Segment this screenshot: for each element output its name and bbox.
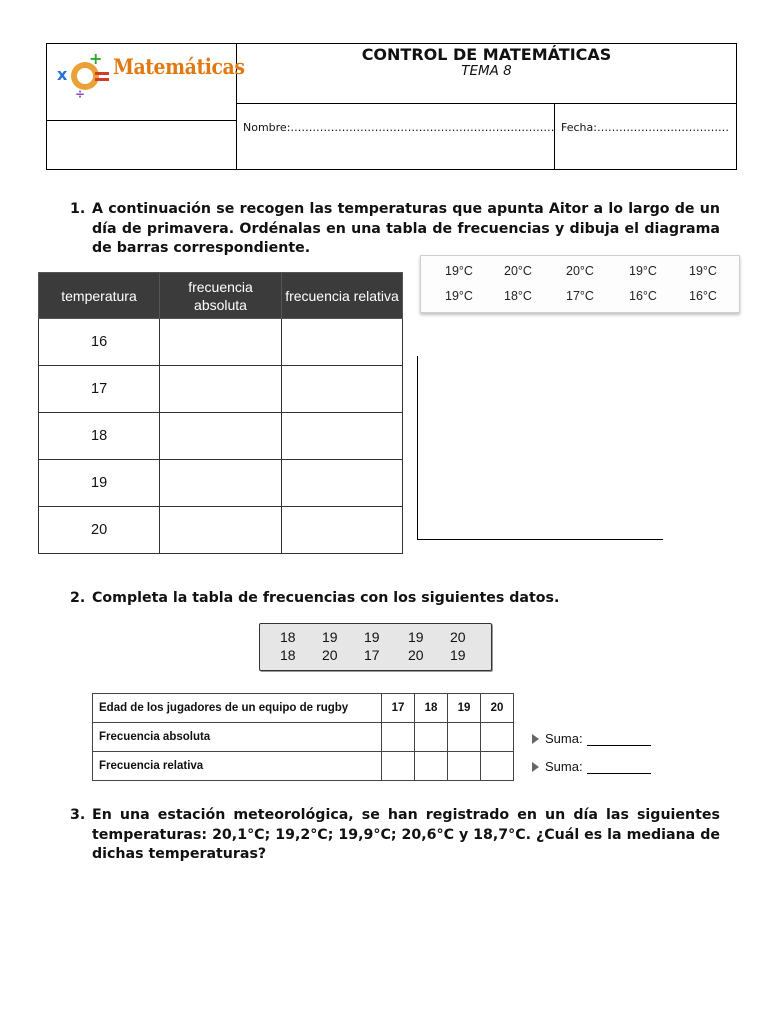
- data-value: 18: [280, 647, 296, 663]
- suma-answer-line[interactable]: [587, 761, 651, 774]
- data-value: 20: [450, 629, 466, 645]
- nombre-field[interactable]: Nombre:………………………………………………………………: [243, 121, 555, 134]
- answer-cell[interactable]: [382, 723, 415, 752]
- page-subtitle: TEMA 8: [461, 63, 512, 79]
- table-row: [39, 319, 403, 366]
- data-value: 20: [322, 647, 338, 663]
- svg-text:+: +: [89, 49, 103, 68]
- svg-text:÷: ÷: [75, 87, 86, 100]
- triangle-arrow-icon: [532, 762, 539, 772]
- answer-cell[interactable]: [415, 752, 448, 781]
- temp-value: 16°C: [689, 289, 717, 303]
- answer-cell[interactable]: [282, 413, 403, 460]
- chart-y-axis: [417, 356, 418, 540]
- question-2: [70, 589, 720, 609]
- table-row: [39, 366, 403, 413]
- answer-cell[interactable]: [160, 507, 282, 554]
- triangle-arrow-icon: [532, 734, 539, 744]
- question-number: 3.: [70, 807, 86, 823]
- rugby-frequency-table: [92, 693, 514, 781]
- temp-value: 16°C: [629, 289, 657, 303]
- frequency-table: [38, 272, 403, 554]
- data-value: 19: [364, 629, 380, 645]
- column-header: 18: [415, 694, 448, 723]
- page-title: CONTROL DE MATEMÁTICAS: [361, 45, 612, 64]
- temp-value: 19°C: [445, 264, 473, 278]
- table-row: [93, 723, 514, 752]
- question-text: A continuación se recogen las temperaturas que apunta Aitor a lo largo de un día de primavera. Ordénalas en una tabla de frecuencias y dibuja el diagrama de barras correspondiente.: [92, 201, 720, 256]
- row-label: 19: [39, 460, 160, 507]
- column-header: 19: [448, 694, 481, 723]
- logo: [55, 48, 245, 100]
- table-row: [39, 507, 403, 554]
- suma-answer-line[interactable]: [587, 733, 651, 746]
- row-label: Frecuencia absoluta: [93, 723, 382, 752]
- row-label: 18: [39, 413, 160, 460]
- temp-value: 19°C: [629, 264, 657, 278]
- header-frecuencia-absoluta: frecuencia absoluta: [160, 273, 282, 319]
- temp-value: 20°C: [566, 264, 594, 278]
- fecha-field[interactable]: Fecha:………………………………: [561, 121, 729, 134]
- answer-cell[interactable]: [481, 723, 514, 752]
- answer-cell[interactable]: [481, 752, 514, 781]
- temperature-note: [420, 255, 740, 313]
- suma-absoluta: [532, 731, 651, 746]
- temp-value: 20°C: [504, 264, 532, 278]
- answer-cell[interactable]: [160, 366, 282, 413]
- answer-cell[interactable]: [448, 723, 481, 752]
- row-label: 17: [39, 366, 160, 413]
- row-label: Frecuencia relativa: [93, 752, 382, 781]
- data-value: 20: [408, 647, 424, 663]
- row-label: 20: [39, 507, 160, 554]
- answer-cell[interactable]: [160, 413, 282, 460]
- question-number: 2.: [70, 590, 86, 606]
- math-symbols-icon: [55, 48, 115, 100]
- data-value: 19: [450, 647, 466, 663]
- table-row: [39, 413, 403, 460]
- answer-cell[interactable]: [282, 507, 403, 554]
- question-1: [70, 200, 720, 259]
- table-row: [93, 752, 514, 781]
- suma-relativa: [532, 759, 651, 774]
- answer-cell[interactable]: [382, 752, 415, 781]
- answer-cell[interactable]: [282, 460, 403, 507]
- header-temperatura: temperatura: [39, 273, 160, 319]
- table-header-label: Edad de los jugadores de un equipo de rugby: [93, 694, 382, 723]
- question-text: En una estación meteorológica, se han registrado en un día las siguientes temperaturas: 20,1°C; 19,2°C; 19,9°C; 20,6°C y 18,7°C. ¿Cuál es la mediana de dichas temperaturas?: [92, 807, 720, 862]
- suma-label: Suma:: [545, 759, 583, 774]
- data-card: [259, 623, 492, 671]
- suma-label: Suma:: [545, 731, 583, 746]
- row-label: 16: [39, 319, 160, 366]
- answer-cell[interactable]: [282, 366, 403, 413]
- svg-text:x: x: [57, 65, 68, 84]
- table-row: [93, 694, 514, 723]
- data-value: 19: [408, 629, 424, 645]
- temp-value: 18°C: [504, 289, 532, 303]
- temp-value: 19°C: [689, 264, 717, 278]
- answer-cell[interactable]: [160, 319, 282, 366]
- header-frecuencia-relativa: frecuencia relativa: [282, 273, 403, 319]
- column-header: 20: [481, 694, 514, 723]
- data-value: 17: [364, 647, 380, 663]
- data-value: 18: [280, 629, 296, 645]
- question-text: Completa la tabla de frecuencias con los siguientes datos.: [92, 590, 560, 606]
- data-value: 19: [322, 629, 338, 645]
- logo-text: Matemáticas: [113, 54, 245, 79]
- column-header: 17: [382, 694, 415, 723]
- answer-cell[interactable]: [448, 752, 481, 781]
- temp-value: 19°C: [445, 289, 473, 303]
- temp-value: 17°C: [566, 289, 594, 303]
- answer-cell[interactable]: [282, 319, 403, 366]
- question-3: [70, 806, 720, 865]
- chart-x-axis: [417, 539, 663, 540]
- answer-cell[interactable]: [415, 723, 448, 752]
- answer-cell[interactable]: [160, 460, 282, 507]
- question-number: 1.: [70, 201, 86, 217]
- table-row: [39, 460, 403, 507]
